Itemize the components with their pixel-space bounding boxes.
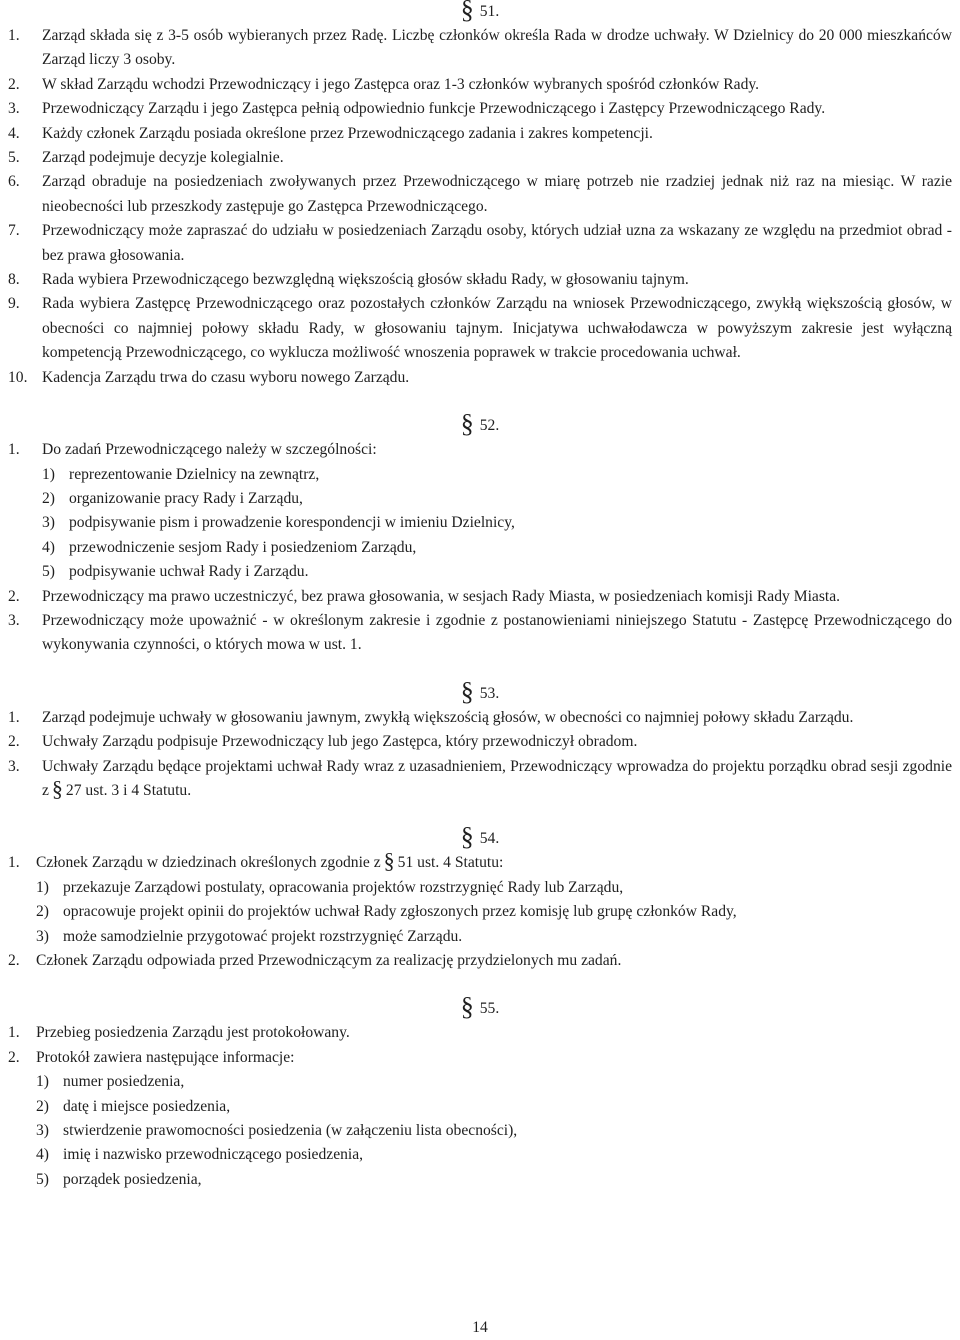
item-number: 2. [8,733,20,751]
item-text-part: 51 ust. 4 Statutu: [397,854,504,872]
item-number: 5. [8,149,20,167]
sub-list-item [36,876,952,900]
section-heading-55 [8,992,952,1022]
item-number: 5) [42,563,55,581]
list-item [8,1046,952,1070]
list-item [8,268,952,292]
item-number: 2. [8,587,20,605]
item-number: 4) [42,538,55,556]
list-item [8,706,952,730]
list-item [8,292,952,365]
item-text: Rada wybiera Przewodniczącego bezwzględną większością głosów składu Rady, w głosowaniu tajnym. [42,271,689,289]
section-sign: § [51,775,63,801]
item-number: 8. [8,271,20,289]
item-text [36,848,952,875]
item-number: 1. [8,708,20,726]
sub-list-item [36,1143,952,1167]
item-number: 1) [36,878,49,896]
list-item [8,366,952,390]
section-52-items [8,438,952,658]
item-number: 10. [8,368,28,386]
item-number: 2) [42,489,55,507]
item-text: Zarząd składa się z 3-5 osób wybieranych przez Radę. Liczbę członków określa Rada w drodze uchwały. W Dzielnicy do 20 000 mieszkańców Zarząd liczy 3 osoby. [42,27,952,69]
list-item [8,609,952,658]
item-text: Przewodniczący może upoważnić - w określonym zakresie i zgodnie z postanowieniami niniejszego Statutu - Zastępcę Przewodniczącego do wykonywania czynności, o których mowa w ust. 1. [42,611,952,654]
item-text: przekazuje Zarządowi postulaty, opracowania projektów rozstrzygnięć Rady lub Zarządu, [63,878,624,896]
item-text: Uchwały Zarządu podpisuje Przewodniczący lub jego Zastępca, który przewodniczył obradom. [42,733,638,751]
list-item [8,73,952,97]
item-text: podpisywanie pism i prowadzenie korespondencji w imieniu Dzielnicy, [69,514,515,532]
sub-list [8,463,952,585]
section-sign: § [460,0,474,24]
item-text: przewodniczenie sesjom Rady i posiedzeniom Zarządu, [69,538,417,556]
item-number: 1. [8,27,20,44]
list-item [8,755,952,804]
item-text: numer posiedzenia, [63,1073,185,1091]
list-item [8,219,952,268]
list-item [8,730,952,754]
section-54-items [8,848,952,973]
section-number: 53. [479,684,500,702]
section-heading-51 [8,0,952,24]
item-number: 1. [8,1024,20,1042]
sub-list [8,1070,952,1192]
section-heading-54 [8,822,952,852]
list-item [8,122,952,146]
sub-list-item [36,1095,952,1119]
item-text: Członek Zarządu odpowiada przed Przewodniczącym za realizację przydzielonych mu zadań. [36,952,622,969]
item-number: 1. [8,854,20,872]
list-item [8,848,952,875]
sub-list-item [36,1168,952,1192]
item-text: Zarząd obraduje na posiedzeniach zwoływanych przez Przewodniczącego w miarę potrzeb nie rzadziej jednak niż raz na miesiąc. W razie nieobecności lub przeszkody zastępuje go Zastępca Przewodniczącego. [42,173,952,215]
item-number: 9. [8,295,20,313]
sub-list-item [42,487,952,511]
sub-list-item [36,1119,952,1143]
item-text: Przewodniczący Zarządu i jego Zastępca pełnią odpowiednio funkcje Przewodniczącego i Zastępcy Przewodniczącego Rady. [42,100,826,118]
list-item [8,585,952,609]
list-item [8,438,952,462]
item-text: podpisywanie uchwał Rady i Zarządu. [69,563,309,581]
item-number: 1) [42,465,55,483]
section-number: 54. [479,830,500,848]
section-sign: § [383,848,395,874]
item-number: 4. [8,124,20,142]
item-number: 5) [36,1170,49,1188]
item-text: Protokół zawiera następujące informacje: [36,1048,295,1066]
section-53-items [8,706,952,804]
item-text: Przebieg posiedzenia Zarządu jest protokołowany. [36,1024,350,1042]
sub-list-item [36,1070,952,1094]
item-text: organizowanie pracy Rady i Zarządu, [69,489,303,507]
item-number: 4) [36,1146,49,1164]
section-sign: § [460,676,474,706]
item-text: reprezentowanie Dzielnicy na zewnątrz, [69,465,320,483]
item-number: 2. [8,1048,20,1066]
sub-list-item [36,925,952,949]
item-text-part: 27 ust. 3 i 4 Statutu. [65,781,192,799]
item-text: Kadencja Zarządu trwa do czasu wyboru nowego Zarządu. [42,368,410,386]
list-item [8,24,952,73]
item-text [42,755,952,804]
section-number: 51. [479,3,500,20]
list-item [8,97,952,121]
item-text: opracowuje projekt opinii do projektów uchwał Rady zgłoszonych przez komisję lub grupę członków Rady, [63,903,737,921]
section-sign: § [460,409,474,439]
spacer [8,803,952,827]
spacer [8,390,952,414]
item-number: 3. [8,757,20,775]
section-51-items [8,24,952,390]
item-number: 2. [8,75,20,93]
item-text: datę i miejsce posiedzenia, [63,1097,231,1115]
item-number: 7. [8,222,20,240]
item-number: 3) [36,1122,49,1140]
item-text: W skład Zarządu wchodzi Przewodniczący i jego Zastępca oraz 1-3 członków wybranych spośród członków Rady. [42,75,760,93]
item-text: Do zadań Przewodniczącego należy w szczególności: [42,441,377,459]
section-55-items [8,1021,952,1192]
item-text: Zarząd podejmuje uchwały w głosowaniu jawnym, zwykłą większością głosów, w obecności co najmniej połowy składu Zarządu. [42,708,854,726]
item-number: 3. [8,100,20,118]
item-text: stwierdzenie prawomocności posiedzenia (w załączeniu lista obecności), [63,1122,518,1140]
item-number: 1. [8,441,20,459]
item-text: może samodzielnie przygotować projekt rozstrzygnięć Zarządu. [63,927,463,945]
section-number: 55. [479,1000,500,1018]
section-number: 52. [479,417,500,435]
item-text: Zarząd podejmuje decyzje kolegialnie. [42,149,284,167]
sub-list-item [42,511,952,535]
item-number: 6. [8,173,20,191]
list-item [8,170,952,219]
section-sign: § [460,822,474,852]
item-number: 2) [36,903,49,921]
item-number: 3) [36,927,49,945]
sub-list-item [42,463,952,487]
item-text: porządek posiedzenia, [63,1170,202,1188]
item-number: 3) [42,514,55,532]
item-number: 3. [8,611,20,629]
spacer [8,658,952,682]
item-number: 2. [8,952,20,969]
sub-list-item [42,536,952,560]
sub-list-item [42,560,952,584]
item-text: imię i nazwisko przewodniczącego posiedzenia, [63,1146,364,1164]
item-number: 2) [36,1097,49,1115]
item-text-part: Uchwały Zarządu będące projektami uchwał Rady wraz z uzasadnieniem, Przewodniczący wprowadza do projektu porządku obrad sesji zgodnie z [42,757,952,799]
list-item [8,1021,952,1045]
item-number: 1) [36,1073,49,1091]
section-heading-53 [8,676,952,706]
section-sign: § [460,992,474,1022]
list-item [8,146,952,170]
item-text: Każdy członek Zarządu posiada określone przez Przewodniczącego zadania i zakres kompetencji. [42,124,653,142]
spacer [8,973,952,997]
list-item [8,949,952,973]
item-text: Rada wybiera Zastępcę Przewodniczącego oraz pozostałych członków Zarządu na wniosek Przewodniczącego, zwykłą większością głosów, w obecności co najmniej połowy składu Rady, w głosowaniu tajnym. Inicjatywa uchwałodawcza w powyższym zakresie jest wyłączną kompetencją Przewodniczącego, co wyklucza możliwość wnoszenia poprawek w trakcie procedowania uchwał. [42,295,952,362]
item-text: Przewodniczący może zapraszać do udziału w posiedzeniach Zarządu osoby, których udział uzna za wskazany ze względu na przedmiot obrad - bez prawa głosowania. [42,222,952,264]
sub-list [8,876,952,949]
page-number: 14 [472,1319,488,1336]
item-text-part: Członek Zarządu w dziedzinach określonych zgodnie z [36,854,381,872]
item-text: Przewodniczący ma prawo uczestniczyć, bez prawa głosowania, w sesjach Rady Miasta, w posiedzeniach komisji Rady Miasta. [42,587,841,605]
section-heading-52 [8,409,952,439]
sub-list-item [36,900,952,924]
